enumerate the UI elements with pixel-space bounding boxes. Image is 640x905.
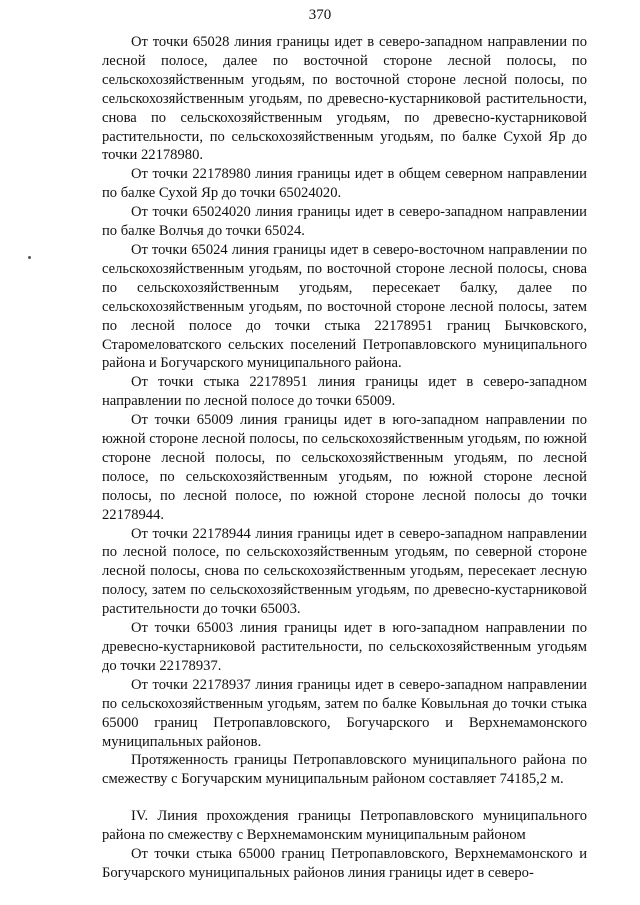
- paragraph: Протяженность границы Петропавловского муниципального района по смежеству с Богучарским муниципальным районом составляет 74185,2 м.: [102, 752, 587, 788]
- paragraph: От точки 22178944 линия границы идет в северо-западном направлении по лесной полосе, по сельскохозяйственным угодьям, по северной стороне лесной полосы, снова по сельскохозяйственным угодьям, пересекает лесную полосу, затем по сельскохозяйственным угодьям, по древесно-кустарниковой растительности до точки 65003.: [102, 525, 587, 618]
- page-number: 370: [308, 7, 332, 23]
- paragraph: От точки 65024 линия границы идет в северо-восточном направлении по сельскохозяйственным угодьям, по восточной стороне лесной полосы, снова по сельскохозяйственным угодьям, пересекает балку, далее по сельскохозяйственным угодьям, по восточной стороне лесной полосы, затем по лесной полосе до точки стыка 22178951 границ Бычковского, Старомеловатского сельских поселений Петропавловского муниципального района и Богучарского муниципального района.: [102, 241, 587, 372]
- paragraph: От точки 65009 линия границы идет в юго-западном направлении по южной стороне лесной полосы, по сельскохозяйственным угодьям, по южной стороне лесной полосы, по сельскохозяйственным угодьям, по лесной полосе, по сельскохозяйственным угодьям, по южной стороне лесной полосы, по лесной полосе, по южной стороне лесной полосы до точки 22178944.: [102, 412, 587, 523]
- paragraph: От точки 22178937 линия границы идет в северо-западном направлении по сельскохозяйственным угодьям, затем по балке Ковыльная до точки стыка 65000 границ Петропавловского, Богучарского и Верхнемамонского муниципальных районов.: [102, 676, 587, 750]
- paragraph: От точки стыка 22178951 линия границы идет в северо-западном направлении по лесной полосе до точки 65009.: [102, 374, 587, 410]
- scan-speck: [28, 256, 31, 259]
- paragraph: От точки 22178980 линия границы идет в общем северном направлении по балке Сухой Яр до точки 65024020.: [102, 166, 587, 202]
- paragraph: От точки 65003 линия границы идет в юго-западном направлении по древесно-кустарниковой растительности, по сельскохозяйственным угодьям до точки 22178937.: [102, 620, 587, 674]
- section-heading: IV. Линия прохождения границы Петропавловского муниципального района по смежеству с Верхнемамонским муниципальным районом: [102, 808, 587, 844]
- paragraph: От точки 65024020 линия границы идет в северо-западном направлении по балке Волчья до точки 65024.: [102, 204, 587, 240]
- paragraph: От точки стыка 65000 границ Петропавловского, Верхнемамонского и Богучарского муниципальных районов линия границы идет в северо-: [102, 846, 587, 881]
- paragraph: От точки 65028 линия границы идет в северо-западном направлении по лесной полосе, далее по восточной стороне лесной полосы, по сельскохозяйственным угодьям, по восточной стороне лесной полосы, по сельскохозяйственным угодьям, по древесно-кустарниковой растительности, снова по сельскохозяйственным угодьям, по древесно-кустарниковой растительности, по сельскохозяйственным угодьям, по балке Сухой Яр до точки 22178980.: [102, 34, 587, 164]
- document-body: [102, 33, 587, 883]
